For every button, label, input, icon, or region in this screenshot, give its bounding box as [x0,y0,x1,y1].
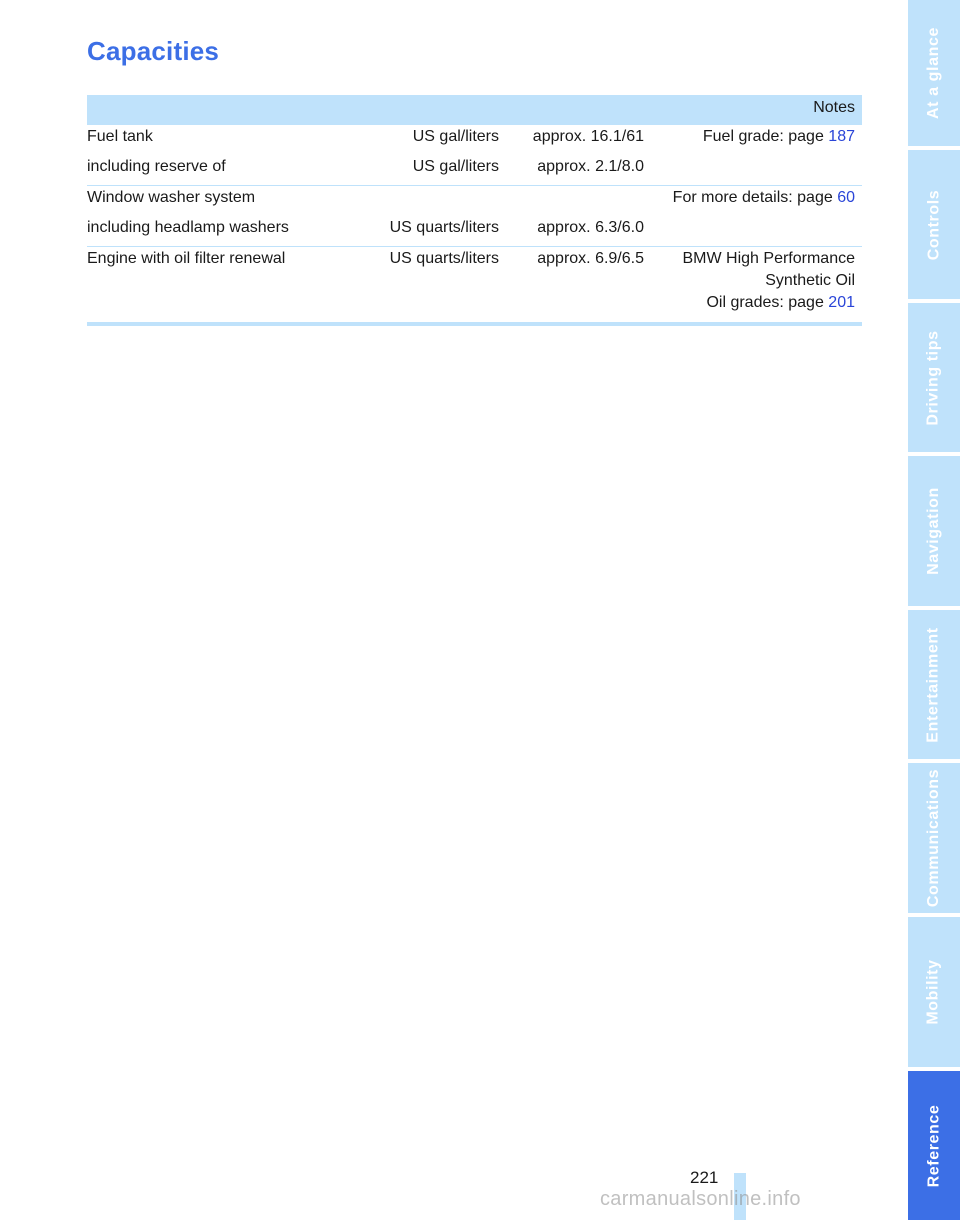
table-header [87,95,862,125]
unit-cell: US gal/liters [412,158,499,175]
tab-entertainment[interactable] [908,610,960,759]
value-cell: approx. 6.3/6.0 [537,219,644,236]
tab-mobility[interactable] [908,917,960,1067]
unit-cell: US gal/liters [412,128,499,145]
page-link[interactable]: 60 [837,189,855,206]
tab-label: Controls [925,189,943,260]
value-cell: approx. 2.1/8.0 [537,158,644,175]
tab-at-a-glance[interactable] [908,0,960,146]
tab-controls[interactable] [908,150,960,299]
table-row [87,247,862,320]
page-number: 221 [690,1168,719,1187]
value-cell: approx. 6.9/6.5 [537,250,644,267]
notes-text: Oil grades: page [706,294,829,311]
watermark: carmanualsonline.info [600,1188,801,1210]
tab-communications[interactable] [908,763,960,913]
notes-cell [683,248,856,314]
item-cell: including reserve of [87,158,226,175]
tab-label: At a glance [925,27,942,119]
tab-navigation[interactable] [908,456,960,606]
item-cell: Engine with oil filter renewal [87,250,286,267]
notes-cell [673,187,855,209]
tab-label: Driving tips [925,329,942,426]
item-cell: Fuel tank [87,128,153,145]
notes-text: BMW High Performance [682,250,855,267]
table-row [87,186,862,216]
notes-text: For more details: page [672,189,838,206]
table-row [87,155,862,185]
tab-reference[interactable] [908,1071,960,1220]
page-link[interactable]: 187 [828,128,855,145]
tab-label: Navigation [925,487,943,575]
unit-cell: US quarts/liters [389,250,499,267]
tab-label: Communications [925,768,943,908]
notes-cell [703,126,855,148]
tab-driving-tips[interactable] [908,303,960,452]
chapter-sidebar [908,0,960,1220]
tab-label: Reference [925,1104,942,1187]
page-title: Capacities [87,36,220,66]
value-cell: approx. 16.1/61 [532,128,644,145]
table-row [87,216,862,246]
item-cell: Window washer system [87,189,256,206]
page-link[interactable]: 201 [828,294,855,311]
capacities-table [87,95,862,326]
item-cell: including headlamp washers [87,219,289,236]
notes-column-header: Notes [813,99,855,116]
table-bottom-rule [87,322,862,326]
unit-cell: US quarts/liters [389,219,499,236]
notes-text: Fuel grade: page [702,128,829,145]
tab-label: Mobility [925,959,942,1025]
table-row [87,125,862,155]
notes-text: Synthetic Oil [765,272,855,289]
tab-label: Entertainment [925,626,942,743]
